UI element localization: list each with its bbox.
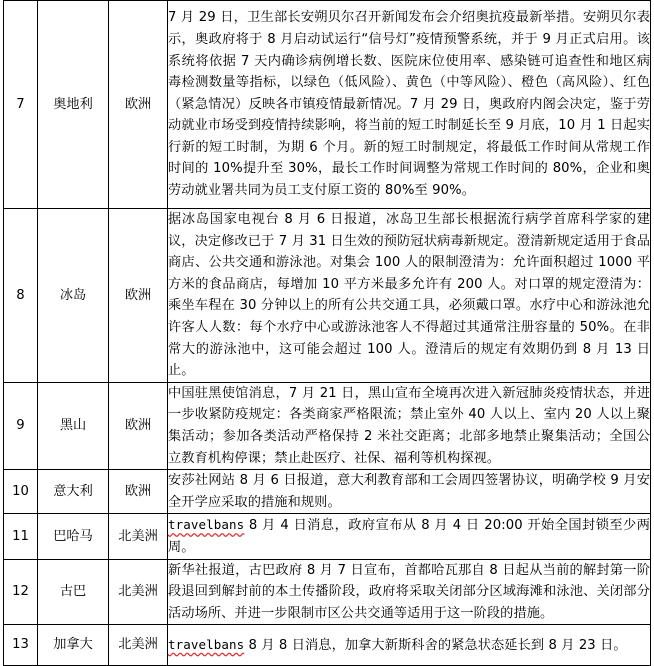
description-cell: 中国驻黑使馆消息，7 月 21 日，黑山宣布全境再次进入新冠肺炎疫情状态，并进一步收紧防疫规定：各类商家严格限流；禁止室外 40 人以上、室内 20 人以上聚集活动；参加各类活动严格保持 2 米社交距离；北部多地禁止聚集活动；全国公立教育机构停课；禁止赴医疗、社保、福利等机构探视。: [168, 382, 651, 469]
table-row: [4, 625, 651, 666]
measures-table: [3, 0, 651, 666]
country-cell: 加拿大: [38, 625, 109, 666]
country-cell: 巴哈马: [38, 514, 109, 559]
description-cell: [168, 514, 651, 559]
description-cell: 安莎社网站 8 月 6 日报道，意大利教育部和工会周四签署协议，明确学校 9 月安全开学应采取的措施和规则。: [168, 470, 651, 514]
row-number: 11: [4, 514, 38, 559]
description-cell: 7 月 29 日，卫生部长安朔贝尔召开新闻发布会介绍奥抗疫最新举措。安朔贝尔表示，奥政府将于 8 月启动试运行“信号灯”疫情预警系统，并于 9 月正式启用。该系统将依据 7 天内确诊病例增长数、医院床位使用率、感染链可追查性和地区病毒检测数量等指标，以绿色（低风险）、黄色（中等风险）、橙色（高风险）、红色（紧急情况）反映各市镇疫情最新情况。7 月 29 日，奥政府内阁会决定，鉴于劳动就业市场受到疫情持续影响，将当前的短工时制延长至 9 月底，10 月 1 日起实行新的短工时制，为期 6 个月。新的短工时制规定，将最低工作时间从常规工作时间的 10%提升至 30%，最长工作时间调整为常规工作时间的 80%，企业和奥劳动就业署共同为员工支付原工资的 80%至 90%。: [168, 1, 651, 209]
table-row: [4, 1, 651, 209]
country-cell: 古巴: [38, 559, 109, 625]
table-row: [4, 209, 651, 383]
country-cell: 奥地利: [38, 1, 109, 209]
description-cell: [168, 625, 651, 666]
table-row: [4, 470, 651, 514]
region-cell: 欧洲: [109, 1, 168, 209]
row-number: 12: [4, 559, 38, 625]
table-row: [4, 559, 651, 625]
row-number: 10: [4, 470, 38, 514]
row-number: 8: [4, 209, 38, 383]
region-cell: 北美洲: [109, 559, 168, 625]
country-cell: 冰岛: [38, 209, 109, 383]
description-cell: 据冰岛国家电视台 8 月 6 日报道，冰岛卫生部长根据流行病学首席科学家的建议，决定修改已于 7 月 31 日生效的预防冠状病毒新规定。澄清新规定适用于食品商店、公共交通和游泳池。对集会 100 人的限制澄清为：允许面积超过 1000 平方米的食品商店，每增加 10 平方米最多允许有 200 人。对口罩的规定澄清为：乘坐车程在 30 分钟以上的所有公共交通工具，必须戴口罩。水疗中心和游泳池允许客人人数：每个水疗中心或游泳池客人不得超过其通常注册容量的 50%。在非常大的游泳池中，这可能会超过 100 人。澄清后的规定有效期仍到 8 月 13 日止。: [168, 209, 651, 383]
region-cell: 北美洲: [109, 625, 168, 666]
country-cell: 意大利: [38, 470, 109, 514]
row-number: 13: [4, 625, 38, 666]
row-number: 9: [4, 382, 38, 469]
description-cell: 新华社报道，古巴政府 8 月 7 日宣布，首都哈瓦那自 8 日起从当前的解封第一阶段退回到解封前的本土传播阶段，政府将采取关闭部分区域海滩和泳池、关闭部分活动场所、并进一步限制市区公共交通等适用于这一阶段的措施。: [168, 559, 651, 625]
description-text: 8 月 4 日消息，政府宣布从 8 月 4 日 20:00 开始全国封锁至少两周。: [168, 518, 650, 555]
table-row: [4, 514, 651, 559]
region-cell: 北美洲: [109, 514, 168, 559]
table-row: [4, 382, 651, 469]
region-cell: 欧洲: [109, 209, 168, 383]
source-name: travelbans: [168, 636, 245, 652]
country-cell: 黑山: [38, 382, 109, 469]
region-cell: 欧洲: [109, 382, 168, 469]
region-cell: 欧洲: [109, 470, 168, 514]
source-name: travelbans: [168, 517, 245, 533]
description-text: 8 月 8 日消息，加拿大新斯科舍的紧急状态延长到 8 月 23 日。: [244, 637, 627, 653]
row-number: 7: [4, 1, 38, 209]
